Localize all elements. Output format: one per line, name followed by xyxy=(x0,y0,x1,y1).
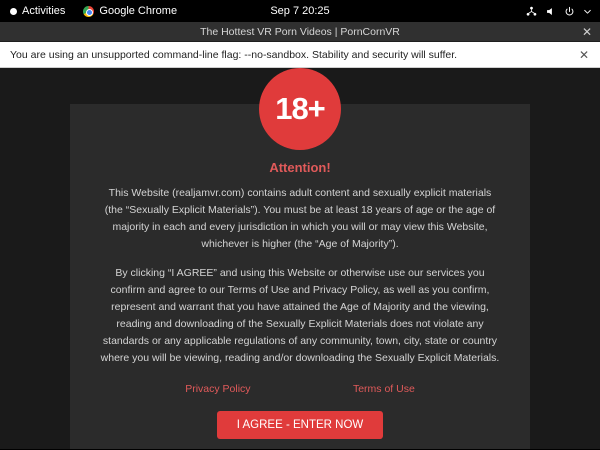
browser-title-bar xyxy=(0,22,600,42)
modal-heading: Attention! xyxy=(269,160,331,175)
clock[interactable]: Sep 7 20:25 xyxy=(270,5,330,17)
activities-dot-icon xyxy=(10,8,17,15)
app-menu-google-chrome[interactable] xyxy=(83,5,177,17)
network-icon xyxy=(526,6,537,17)
activities-label: Activities xyxy=(22,5,66,17)
volume-icon xyxy=(545,6,556,17)
age-verification-modal xyxy=(70,91,530,449)
privacy-policy-link[interactable]: Privacy Policy xyxy=(185,383,251,395)
app-menu-label: Google Chrome xyxy=(99,5,178,17)
unsupported-flag-infobar xyxy=(0,42,600,68)
chevron-down-icon xyxy=(583,7,592,16)
infobar-close-icon[interactable]: ✕ xyxy=(578,47,590,62)
top-bar-left xyxy=(0,3,177,19)
agree-enter-button[interactable]: I AGREE - ENTER NOW xyxy=(217,411,384,439)
activities-button[interactable] xyxy=(6,3,69,19)
chrome-icon xyxy=(83,6,94,17)
system-status-area[interactable] xyxy=(526,6,600,17)
age-badge: 18+ xyxy=(259,68,341,150)
infobar-message: You are using an unsupported command-line flag: --no-sandbox. Stability and security will suffer. xyxy=(10,48,458,61)
modal-paragraph-2: By clicking “I AGREE” and using this Website or otherwise use our services you confirm and agree to our Terms of Use and Privacy Policy, as well as you confirm, represent and warrant that you have attained the Age of Majority and the viewing, reading and downloading of the Sexually Explicit Materials does not violate any standards or any applicable regulations of any community, town, city, state or country where you will be viewing, reading and/or downloading the Sexually Explicit Materials. xyxy=(100,267,500,364)
power-icon xyxy=(564,6,575,17)
system-top-bar xyxy=(0,0,600,22)
page-content xyxy=(0,68,600,449)
close-icon[interactable]: ✕ xyxy=(581,24,593,39)
modal-paragraph-1: This Website (realjamvr.com) contains adult content and sexually explicit materials (the “Sexually Explicit Materials”). You must be at least 18 years of age or the age of majority in each and every jurisdiction in which you will or may view this Website, whichever is higher (the “Age of Majority”). xyxy=(104,187,496,250)
window-title: The Hottest VR Porn Videos | PornCornVR xyxy=(200,25,400,38)
modal-links xyxy=(134,383,466,395)
terms-of-use-link[interactable]: Terms of Use xyxy=(352,383,415,395)
